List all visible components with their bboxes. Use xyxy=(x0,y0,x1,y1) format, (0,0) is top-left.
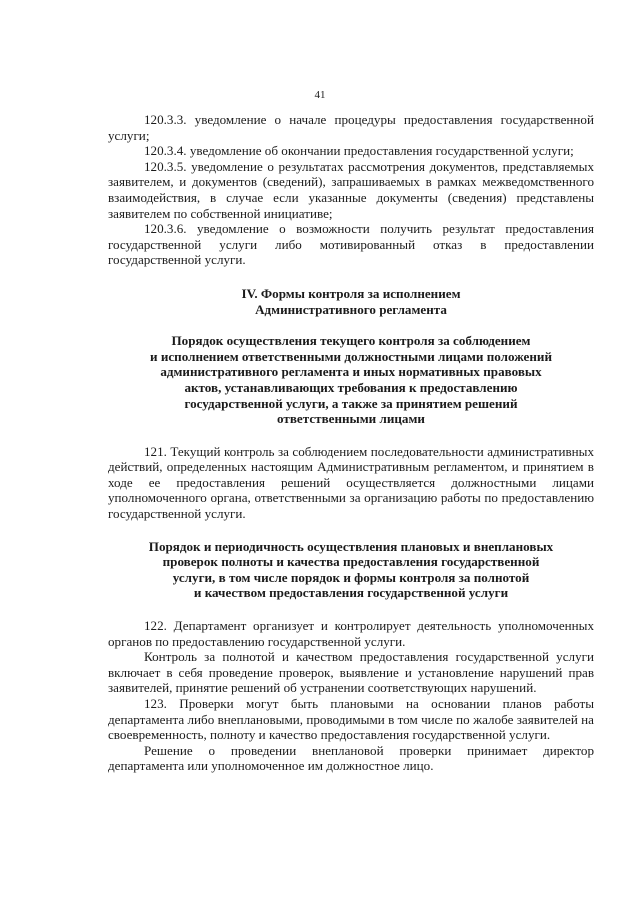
paragraph-120-3-6: 120.3.6. уведомление о возможности получить результат предоставления государственной услуги либо мотивированный отказ в предоставлении государственной услуги. xyxy=(108,221,594,268)
heading-line: Порядок и периодичность осуществления плановых и внеплановых xyxy=(148,538,554,554)
heading-line: административного регламента и иных нормативных правовых xyxy=(160,364,542,380)
document-body xyxy=(108,112,594,774)
paragraph-120-3-3: 120.3.3. уведомление о начале процедуры предоставления государственной услуги; xyxy=(108,112,594,143)
heading-line: и качеством предоставления государственной услуги xyxy=(193,585,509,601)
paragraph-123-decision: Решение о проведении внеплановой проверки принимает директор департамента или уполномоченное им должностное лицо. xyxy=(108,742,594,774)
subsection-heading-inspections xyxy=(108,539,594,601)
heading-line: услуги, в том числе порядок и формы контроля за полнотой xyxy=(172,569,530,585)
paragraph-120-3-5: 120.3.5. уведомление о результатах рассмотрения документов, представляемых заявителем, и документов (сведений), запрашиваемых в рамках межведомственного взаимодействия, в случае если указанные документы (сведения) представлены заявителем по собственной инициативе; xyxy=(108,158,594,221)
heading-line: государственной услуги, а также за принятием решений xyxy=(184,395,518,411)
heading-line: актов, устанавливающих требования к предоставлению xyxy=(184,379,518,395)
heading-line: и исполнением ответственными должностными лицами положений xyxy=(150,348,552,364)
paragraph-122-control: Контроль за полнотой и качеством предоставления государственной услуги включает в себя проведение проверок, выявление и установление нарушений прав заявителей, принятие решений об устранении соответствующих нарушений. xyxy=(108,649,594,696)
section-heading-line: Административного регламента xyxy=(255,301,447,317)
subsection-heading-current-control xyxy=(108,333,594,427)
heading-line: Порядок осуществления текущего контроля за соблюдением xyxy=(171,333,531,349)
page-number: 41 xyxy=(314,89,326,101)
paragraph-121: 121. Текущий контроль за соблюдением последовательности административных действий, определенных настоящим Административным регламентом, и принятием в ходе ее предоставления решений осуществляется должностными лицами уполномоченного органа, ответственными за организацию работы по предоставлению государственной услуги. xyxy=(108,443,594,522)
section-heading-line: IV. Формы контроля за исполнением xyxy=(241,285,461,301)
heading-line: ответственными лицами xyxy=(277,411,425,427)
paragraph-120-3-4: 120.3.4. уведомление об окончании предоставления государственной услуги; xyxy=(144,143,574,159)
heading-line: проверок полноты и качества предоставления государственной xyxy=(162,554,540,570)
paragraph-122: 122. Департамент организует и контролирует деятельность уполномоченных органов по предоставлению государственной услуги. xyxy=(108,618,594,649)
section-heading xyxy=(108,286,594,317)
paragraph-123: 123. Проверки могут быть плановыми на основании планов работы департамента либо внеплановыми, проводимыми в том числе по жалобе заявителей на своевременность, полноту и качество предоставления государственной услуги. xyxy=(108,696,594,743)
